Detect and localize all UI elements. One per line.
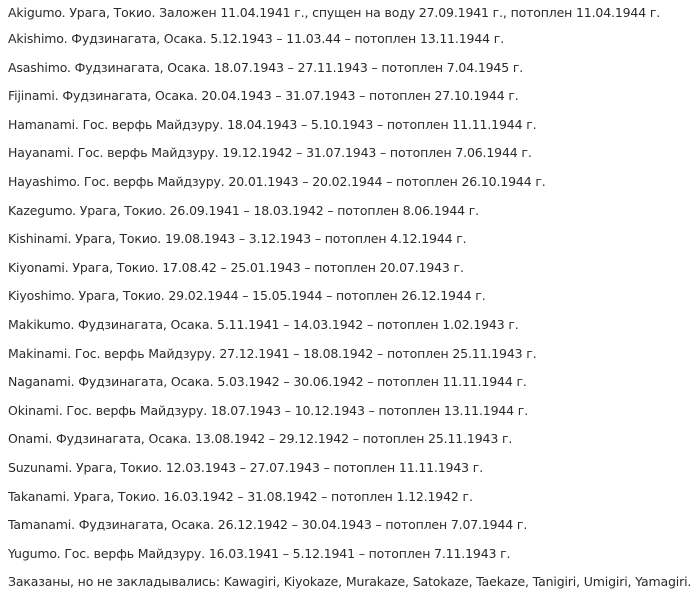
ship-entry-yugumo: Yugumo. Гос. верфь Майдзуру. 16.03.1941 – 5.12.1941 – потоплен 7.11.1943 г. — [8, 545, 511, 561]
ship-entry-kiyoshimo: Kiyoshimo. Урага, Токио. 29.02.1944 – 15.05.1944 – потоплен 26.12.1944 г. — [8, 288, 486, 304]
ship-entry-kiyonami: Kiyonami. Урага, Токио. 17.08.42 – 25.01.1943 – потоплен 20.07.1943 г. — [8, 259, 464, 275]
ship-entry-naganami: Naganami. Фудзинагата, Осака. 5.03.1942 – 30.06.1942 – потоплен 11.11.1944 г. — [8, 374, 527, 390]
ship-entry-onami: Onami. Фудзинагата, Осака. 13.08.1942 – 29.12.1942 – потоплен 25.11.1943 г. — [8, 431, 513, 447]
ship-entry-makinami: Makinami. Гос. верфь Майдзуру. 27.12.1941 – 18.08.1942 – потоплен 25.11.1943 г. — [8, 345, 537, 361]
ship-entry-tamanami: Tamanami. Фудзинагата, Осака. 26.12.1942 – 30.04.1943 – потоплен 7.07.1944 г. — [8, 517, 528, 533]
ship-entry-hayanami: Hayanami. Гос. верфь Майдзуру. 19.12.1942 – 31.07.1943 – потоплен 7.06.1944 г. — [8, 145, 532, 161]
ship-entry-takanami: Takanami. Урага, Токио. 16.03.1942 – 31.08.1942 – потоплен 1.12.1942 г. — [8, 488, 473, 504]
ship-entry-hamanami: Hamanami. Гос. верфь Майдзуру. 18.04.1943 – 5.10.1943 – потоплен 11.11.1944 г. — [8, 116, 537, 132]
ship-list — [8, 0, 698, 597]
ship-entry-kishinami: Kishinami. Урага, Токио. 19.08.1943 – 3.12.1943 – потоплен 4.12.1944 г. — [8, 231, 467, 247]
ship-entry-suzunami: Suzunami. Урага, Токио. 12.03.1943 – 27.07.1943 – потоплен 11.11.1943 г. — [8, 459, 484, 475]
ship-entry-akigumo: Akigumo. Урага, Токио. Заложен 11.04.1941 г., спущен на воду 27.09.1941 г., потоплен 11.04.1944 г. — [8, 5, 661, 20]
ship-entry-okinami: Okinami. Гос. верфь Майдзуру. 18.07.1943 – 10.12.1943 – потоплен 13.11.1944 г. — [8, 402, 529, 418]
ordered-not-laid-down-note: Заказаны, но не закладывались: Kawagiri, Kiyokaze, Murakaze, Satokaze, Taekaze, Tanigiri, Umigiri, Yamagiri. — [8, 574, 692, 590]
ship-entry-akishimo: Akishimo. Фудзинагата, Осака. 5.12.1943 – 11.03.44 – потоплен 13.11.1944 г. — [8, 31, 505, 46]
ship-entry-kazegumo: Kazegumo. Урага, Токио. 26.09.1941 – 18.03.1942 – потоплен 8.06.1944 г. — [8, 202, 479, 218]
ship-entry-hayashimo: Hayashimo. Гос. верфь Майдзуру. 20.01.1943 – 20.02.1944 – потоплен 26.10.1944 г. — [8, 173, 546, 189]
ship-entry-makikumo: Makikumo. Фудзинагата, Осака. 5.11.1941 – 14.03.1942 – потоплен 1.02.1943 г. — [8, 316, 519, 332]
ship-entry-fijinami: Fijinami. Фудзинагата, Осака. 20.04.1943 – 31.07.1943 – потоплен 27.10.1944 г. — [8, 88, 519, 104]
ship-entry-asashimo: Asashimo. Фудзинагата, Осака. 18.07.1943 – 27.11.1943 – потоплен 7.04.1945 г. — [8, 59, 524, 75]
